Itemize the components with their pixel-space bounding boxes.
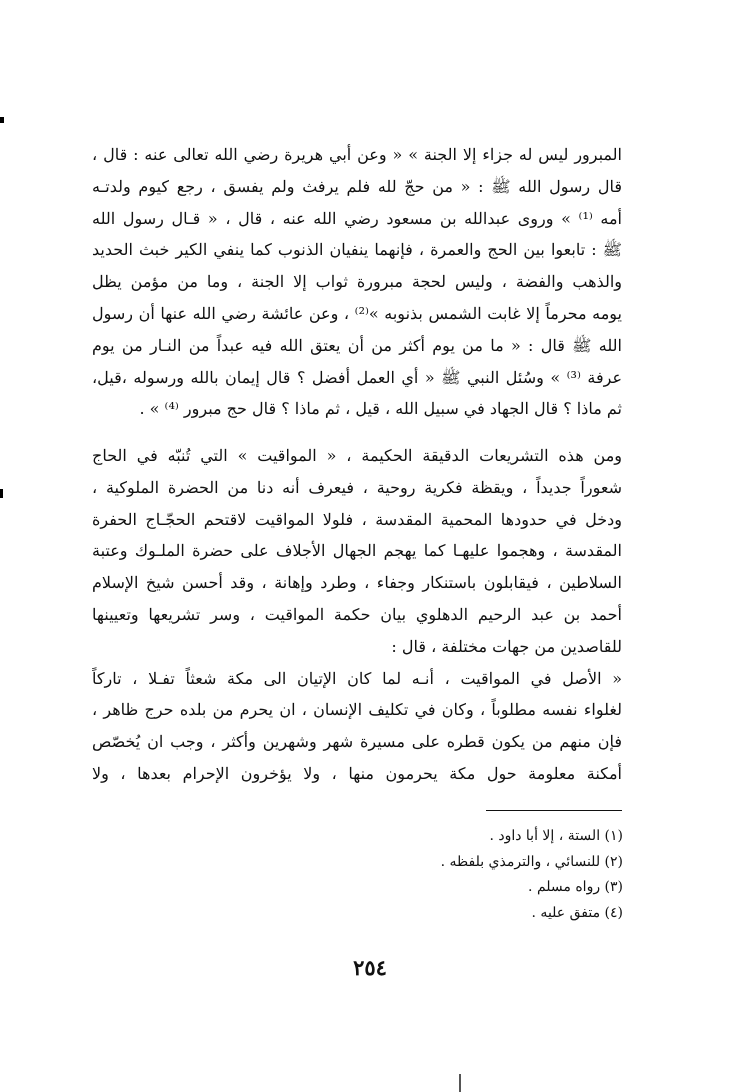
page-number: ٢٥٤ (353, 955, 387, 980)
paragraph-hajj-virtues (92, 139, 622, 425)
text-line: المبرور ليس له جزاء إلا الجنة » « وعن أبي هريرة رضي الله تعالى عنه : قال ، (92, 145, 622, 164)
scan-speck (0, 117, 4, 123)
footnote-item: (٤) متفق عليه . (531, 904, 623, 921)
text-line: شعوراً جديداً ، ويقظة فكرية روحية ، فيعرف أنه دنا من الحضرة الملوكية ، (92, 477, 622, 497)
footnote-item: (٣) رواه مسلم . (528, 879, 623, 895)
paragraph-miqat (92, 440, 622, 790)
text-line: عرفة ⁽³⁾ » وسُئل النبي ﷺ « أي العمل أفضل ؟ قال إيمان بالله ورسوله ،قيل، (92, 367, 622, 387)
text-line: « الأصل في المواقيت ، أنـه لما كان الإتيان الى مكة شعثاً تفـلا ، تاركاً (92, 668, 622, 688)
text-line: السلاطين ، فيقابلون باستنكار وجفاء ، وطرد وإهانة ، وقد أحسن شيخ الإسلام (92, 573, 622, 593)
text-line: المقدسة ، وهجموا عليهـا كما يهجم الجهال الأجلاف على حضرة الملـوك وعتبة (92, 541, 622, 561)
text-line: أحمد بن عبد الرحيم الدهلوي بيان حكمة المواقيت ، وسر تشريعها وتعيينها (92, 604, 622, 624)
text-line: لغلواء نفسه مطلوباً ، وكان في تكليف الإنسان ، ان يحرم من بلده حرج ظاهر ، (92, 700, 622, 720)
text-line: الله ﷺ قال : « ما من يوم أكثر من أن يعتق الله فيه عبداً من النـار من يوم (92, 335, 622, 355)
text-line: ومن هذه التشريعات الدقيقة الحكيمة ، « المواقيت » التي تُنبّه في الحاج (92, 446, 622, 465)
text-line: ﷺ : تابعوا بين الحج والعمرة ، فإنهما ينفيان الذنوب كما ينفي الكير خبث الحديد (92, 240, 622, 260)
scan-speck (459, 1074, 461, 1092)
text-line: أمه ⁽¹⁾ » وروى عبدالله بن مسعود رضي الله عنه ، قال ، « قـال رسول الله (92, 208, 622, 228)
footnote-divider (486, 810, 622, 811)
footnotes (263, 824, 623, 926)
scan-speck (0, 489, 3, 498)
text-line: ودخل في حدودها المحمية المقدسة ، فلولا المواقيت لاقتحم الحجّـاج الحفرة (92, 509, 622, 529)
footnote-item: (١) الستة ، إلا أبا داود . (489, 828, 623, 844)
text-line: يومه محرماً إلا غابت الشمس بذنوبه »⁽²⁾ ، وعن عائشة رضي الله عنها أن رسول (92, 303, 622, 323)
text-line: للقاصدين من جهات مختلفة ، قال : (391, 636, 622, 656)
text-line: والذهب والفضة ، وليس لحجة مبرورة ثواب إلا الجنة ، وما من مؤمن يظل (92, 272, 622, 292)
text-line: أمكنة معلومة حول مكة يحرمون منها ، ولا يؤخرون الإحرام بعدها ، ولا (92, 763, 622, 783)
footnote-item: (٢) للنسائي ، والترمذي بلفظه . (440, 853, 623, 870)
text-line: قال رسول الله ﷺ : « من حجّ لله فلم يرفث ولم يفسق ، رجع كيوم ولدتـه (92, 176, 622, 196)
text-line: فإن منهم من يكون قطره على مسيرة شهر وشهرين وأكثر ، وجب ان يُخصّص (92, 732, 622, 752)
text-line: ثم ماذا ؟ قال الجهاد في سبيل الله ، قيل ، ثم ماذا ؟ قال حج مبرور ⁽⁴⁾ » . (139, 399, 622, 419)
